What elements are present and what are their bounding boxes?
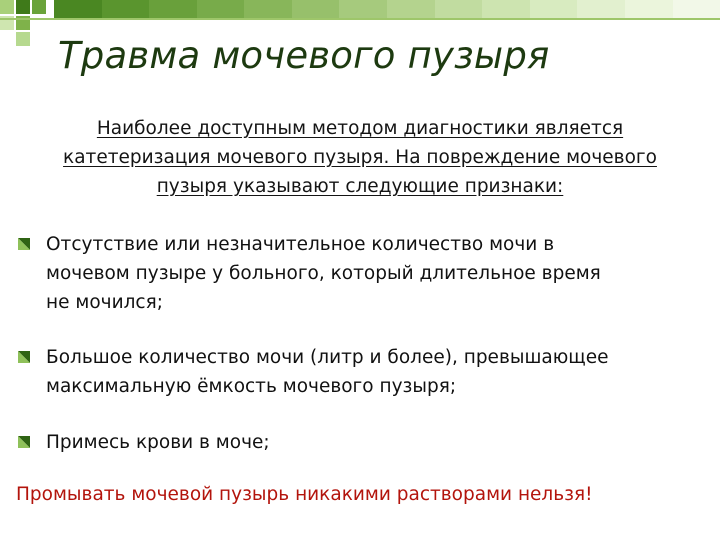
warning-text: Промывать мочевой пузырь никакими растворами нельзя! bbox=[16, 484, 593, 505]
title-rule bbox=[0, 18, 720, 20]
band-segment bbox=[387, 0, 435, 18]
bullet-item bbox=[16, 343, 608, 401]
intro-line: пузыря указывают следующие признаки: bbox=[156, 176, 564, 197]
square-bullet-icon bbox=[18, 351, 30, 363]
intro-line: Наиболее доступным методом диагностики является bbox=[96, 118, 624, 139]
band-segment bbox=[149, 0, 197, 18]
corner-square bbox=[16, 0, 30, 14]
corner-decoration bbox=[0, 0, 60, 48]
bullet-text-line: мочевом пузыре у больного, который длительное время bbox=[46, 263, 601, 284]
square-bullet-icon bbox=[18, 238, 30, 250]
band-segment bbox=[339, 0, 387, 18]
band-segment bbox=[197, 0, 245, 18]
bullet-text-line: максимальную ёмкость мочевого пузыря; bbox=[46, 376, 457, 397]
band-segment bbox=[577, 0, 625, 18]
band-segment bbox=[530, 0, 578, 18]
bullet-item bbox=[16, 428, 270, 457]
band-segment bbox=[54, 0, 102, 18]
band-segment bbox=[244, 0, 292, 18]
corner-square bbox=[0, 0, 14, 14]
intro-paragraph bbox=[0, 114, 720, 201]
bullet-text-line: не мочился; bbox=[46, 292, 163, 313]
bullet-text-line: Отсутствие или незначительное количество мочи в bbox=[46, 234, 555, 255]
corner-square bbox=[16, 32, 30, 46]
band-segment bbox=[102, 0, 150, 18]
slide-title: Травма мочевого пузыря bbox=[58, 34, 550, 77]
band-segment bbox=[435, 0, 483, 18]
intro-line: катетеризация мочевого пузыря. На повреждение мочевого bbox=[63, 147, 657, 168]
corner-square bbox=[32, 0, 46, 14]
band-segment bbox=[482, 0, 530, 18]
band-segment bbox=[625, 0, 673, 18]
bullet-text-line: Примесь крови в моче; bbox=[46, 432, 270, 453]
bullet-text-line: Большое количество мочи (литр и более), превышающее bbox=[46, 347, 609, 368]
top-band bbox=[54, 0, 720, 18]
band-segment bbox=[673, 0, 720, 18]
bullet-item bbox=[16, 230, 601, 317]
band-segment bbox=[292, 0, 340, 18]
square-bullet-icon bbox=[18, 436, 30, 448]
